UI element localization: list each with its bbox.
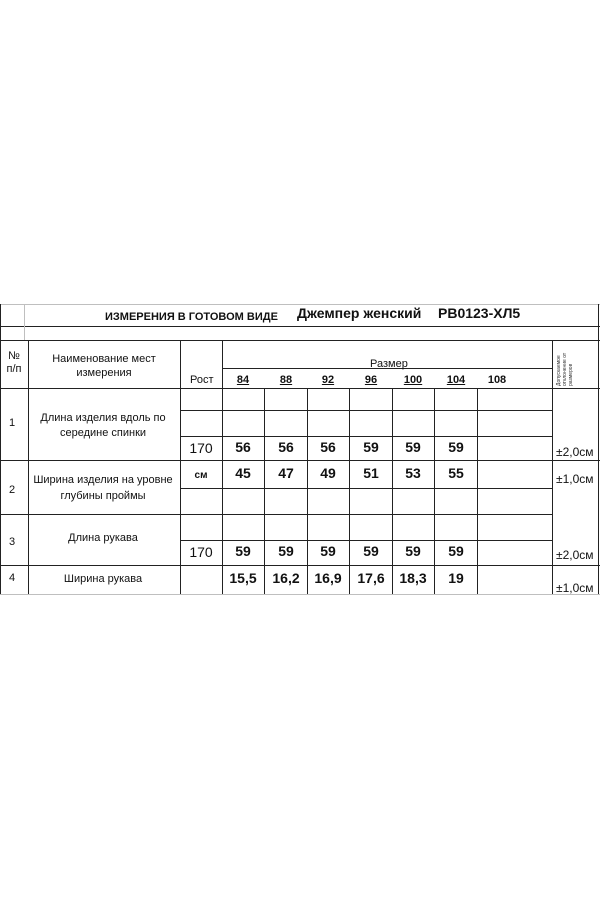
- tolerance-col-divider: [552, 340, 553, 594]
- right-border: [598, 304, 599, 594]
- row2-value-88: 47: [278, 465, 294, 481]
- size-col-divider-3: [349, 388, 350, 594]
- row2-value-92: 49: [320, 465, 336, 481]
- left-border: [0, 304, 1, 594]
- size-col-divider-4: [392, 388, 393, 594]
- row1-number: 1: [9, 417, 16, 429]
- title-row-divider: [24, 304, 25, 340]
- row4-value-96: 17,6: [357, 570, 385, 586]
- row3-height: 170: [189, 544, 213, 560]
- size-col-divider-2: [307, 388, 308, 594]
- row1-value-92: 56: [320, 439, 336, 455]
- size-100: 100: [403, 374, 423, 386]
- row2-unit: см: [194, 470, 208, 481]
- row1-sub1-border: [180, 410, 552, 411]
- row3-value-104: 59: [448, 543, 464, 559]
- row2-bottom-border: [0, 514, 552, 515]
- size-column-header: Размер: [370, 358, 408, 370]
- row1-value-96: 59: [363, 439, 379, 455]
- row2-value-96: 51: [363, 465, 379, 481]
- size-col-divider-5: [434, 388, 435, 594]
- row2-tolerance: ±1,0см: [556, 472, 594, 486]
- article-number: РВ0123-ХЛ5: [438, 305, 521, 321]
- size-92: 92: [321, 374, 335, 386]
- row1-value-88: 56: [278, 439, 294, 455]
- size-col-divider-6: [477, 388, 478, 594]
- row2-number: 2: [9, 484, 16, 496]
- name-col-divider: [180, 340, 181, 594]
- row3-bottom-border: [0, 565, 600, 566]
- size-96: 96: [364, 374, 378, 386]
- number-column-header: № п/п: [6, 350, 22, 375]
- name-column-header: Наименование мест измерения: [52, 353, 156, 379]
- row3-name: Длина рукава: [68, 532, 138, 544]
- row4-value-104: 19: [448, 570, 464, 586]
- height-col-divider: [222, 340, 223, 594]
- row2-value-100: 53: [405, 465, 421, 481]
- row4-value-100: 18,3: [399, 570, 427, 586]
- row3-value-88: 59: [278, 543, 294, 559]
- row4-name: Ширина рукава: [63, 573, 143, 585]
- row2-value-84: 45: [235, 465, 251, 481]
- row1-height: 170: [189, 440, 213, 456]
- row3-number: 3: [9, 536, 16, 548]
- header-bottom-border: [0, 388, 600, 389]
- row2-name-line2: глубины проймы: [60, 490, 146, 502]
- row4-number: 4: [9, 572, 16, 584]
- row2-name-line1: Ширина изделия на уровне: [33, 474, 173, 486]
- size-88: 88: [279, 374, 293, 386]
- row1-name-line1: Длина изделия вдоль по: [40, 412, 166, 424]
- row3-value-96: 59: [363, 543, 379, 559]
- row2-sub-border: [180, 488, 552, 489]
- row3-value-100: 59: [405, 543, 421, 559]
- row4-value-92: 16,9: [314, 570, 342, 586]
- row3-sub-border: [180, 540, 552, 541]
- size-col-divider-1: [264, 388, 265, 594]
- size-108: 108: [487, 374, 507, 386]
- row1-sub2-border: [180, 436, 552, 437]
- row4-value-84: 15,5: [229, 570, 257, 586]
- row1-value-104: 59: [448, 439, 464, 455]
- tolerance-column-header: Допускаемое отклонение от размеров: [556, 352, 574, 386]
- row2-value-104: 55: [448, 465, 464, 481]
- row1-value-100: 59: [405, 439, 421, 455]
- table-bottom-edge: [0, 594, 600, 595]
- product-name: Джемпер женский: [297, 305, 422, 321]
- size-104: 104: [446, 374, 466, 386]
- header-top-border: [0, 340, 600, 341]
- height-column-header: Рост: [190, 374, 214, 386]
- size-84: 84: [236, 374, 250, 386]
- title-row-border: [0, 326, 600, 327]
- measurements-title: ИЗМЕРЕНИЯ В ГОТОВОМ ВИДЕ: [105, 311, 278, 323]
- row4-tolerance: ±1,0см: [556, 581, 594, 595]
- row1-bottom-border: [0, 460, 600, 461]
- row1-tolerance: ±2,0см: [556, 445, 594, 459]
- row3-value-92: 59: [320, 543, 336, 559]
- row4-value-88: 16,2: [272, 570, 300, 586]
- row1-value-84: 56: [235, 439, 251, 455]
- num-col-divider: [28, 340, 29, 594]
- row3-tolerance: ±2,0см: [556, 548, 594, 562]
- row3-value-84: 59: [235, 543, 251, 559]
- row1-name-line2: середине спинки: [59, 427, 147, 439]
